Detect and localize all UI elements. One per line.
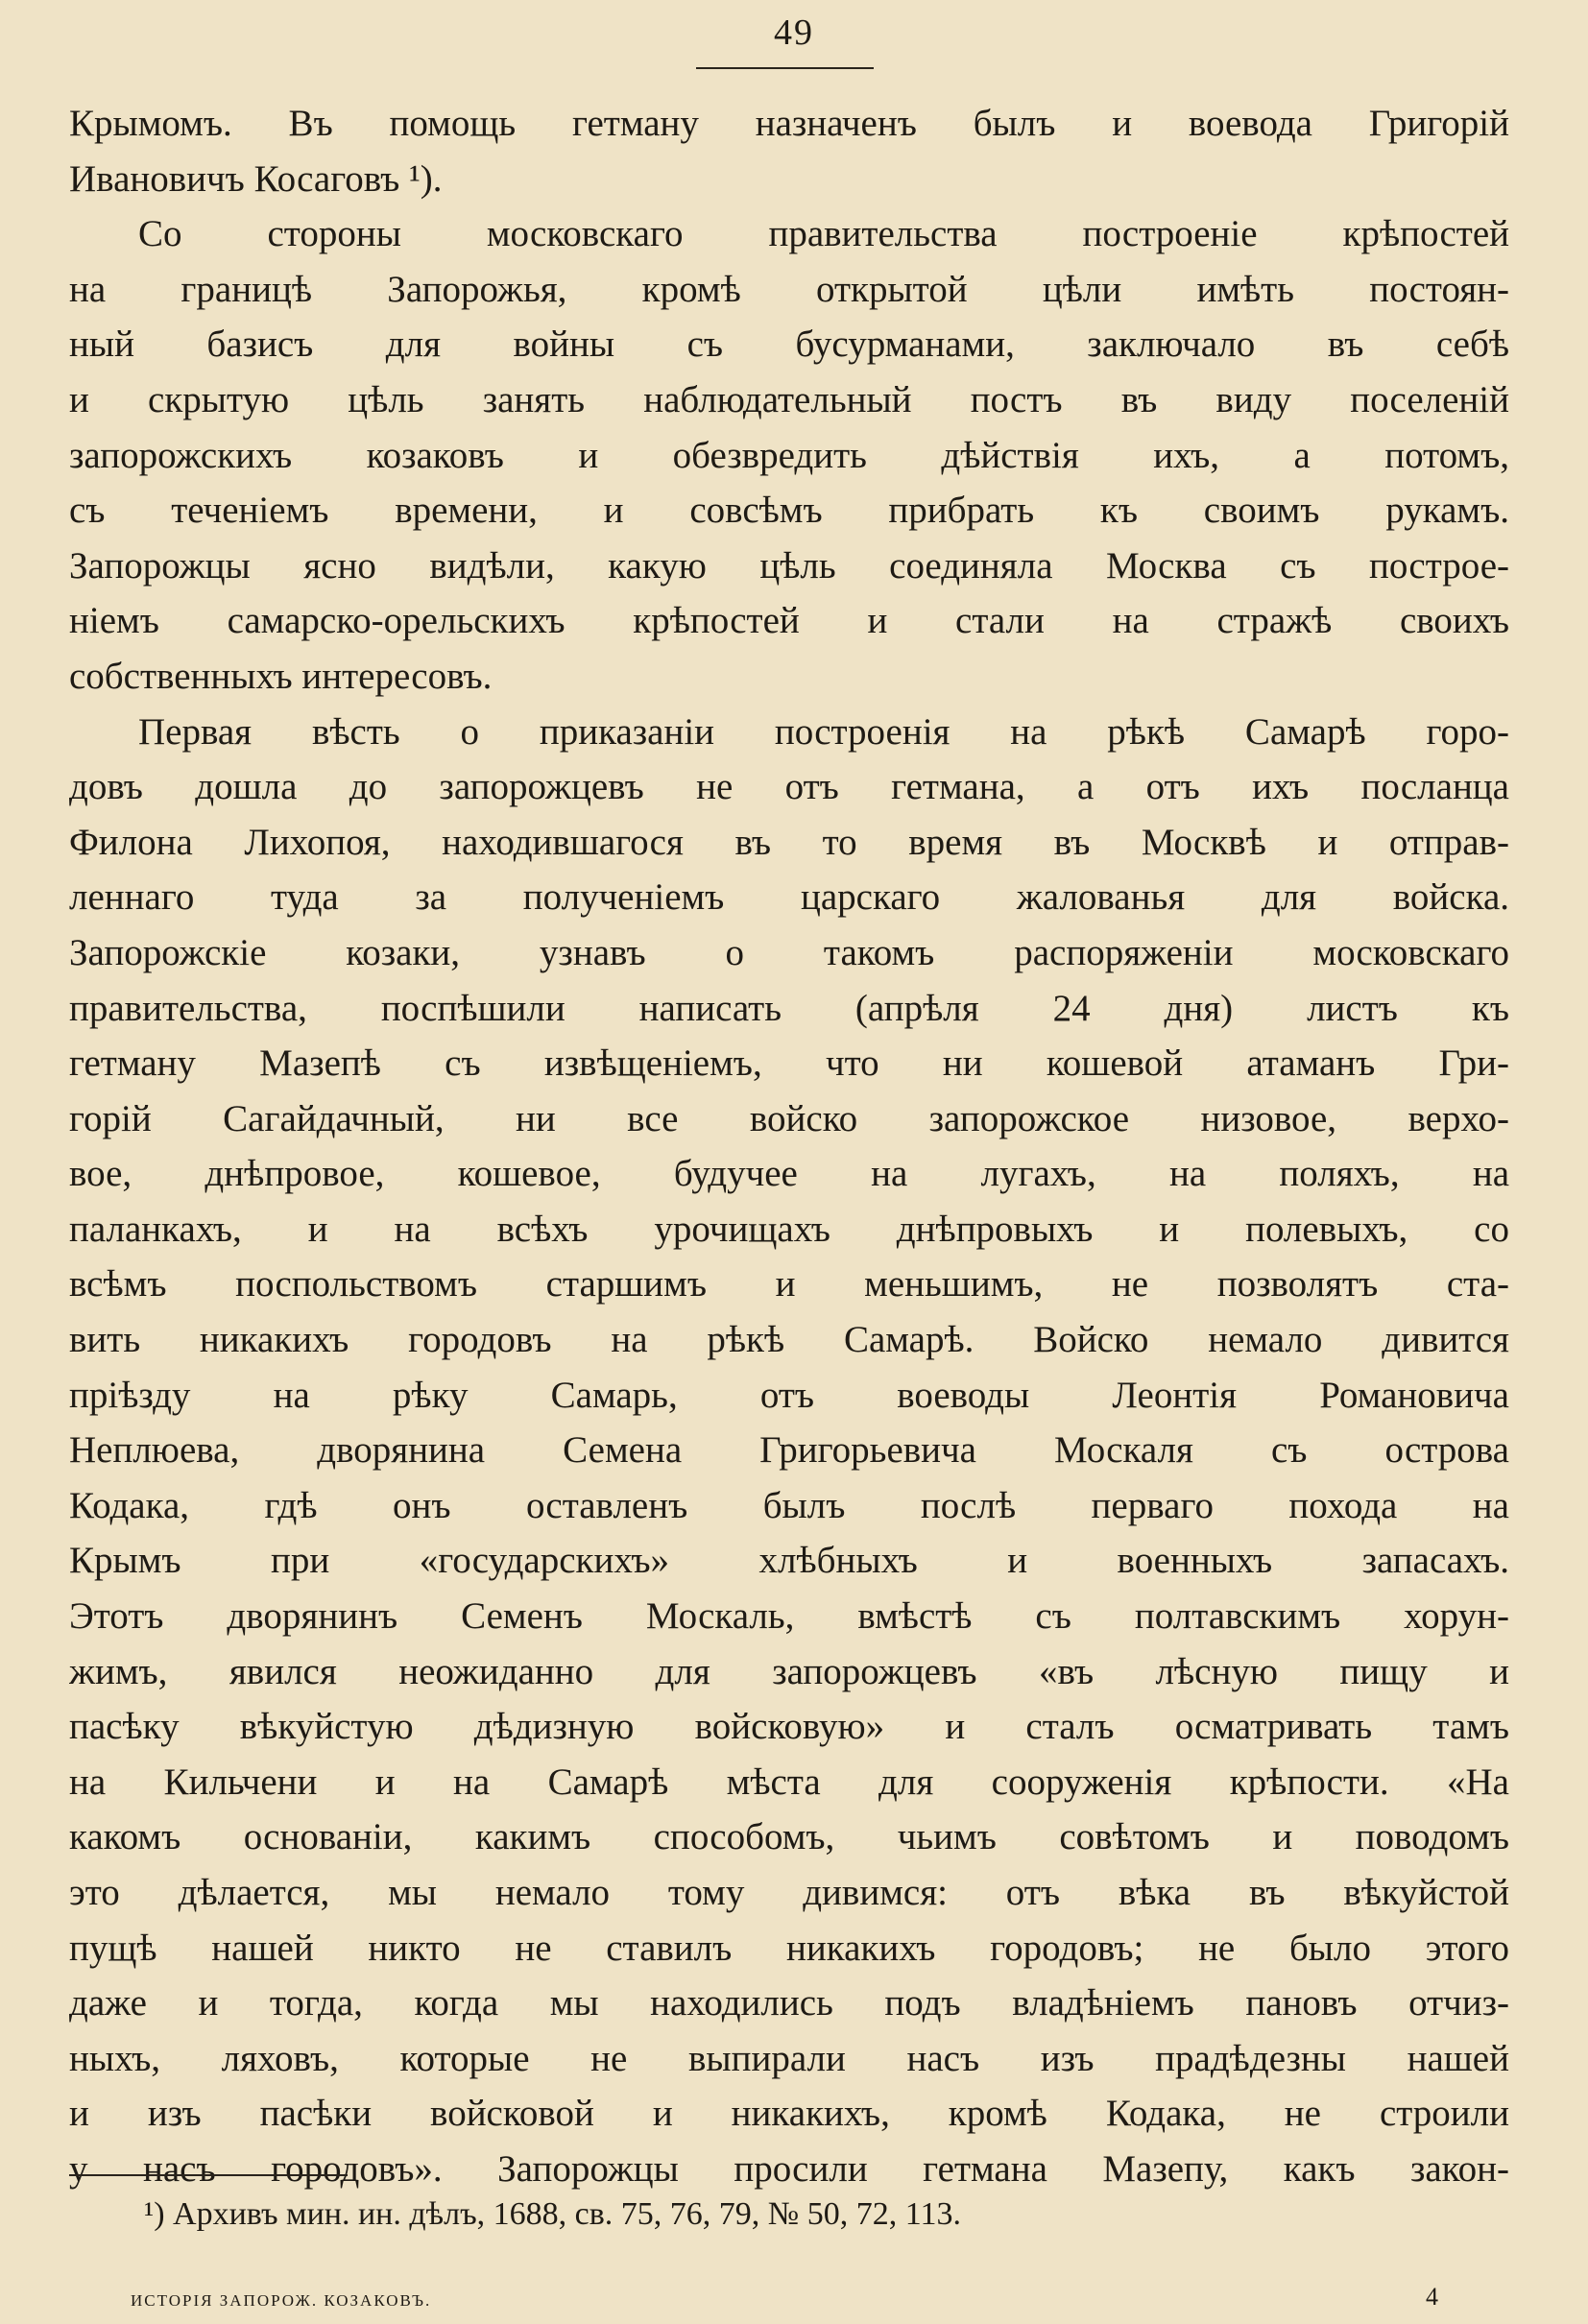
text-line: и скрытую цѣль занять наблюдательный постъ въ виду поселеній (69, 378, 1509, 420)
text-line: Со стороны московскаго правительства построеніе крѣпостей (138, 213, 1509, 255)
text-line: собственныхъ интересовъ. (69, 655, 493, 697)
text-line: Запорожцы ясно видѣли, какую цѣль соединяла Москва съ построе- (69, 544, 1509, 587)
text-line: Этотъ дворянинъ Семенъ Москаль, вмѣстѣ съ полтавскимъ хорун- (69, 1595, 1509, 1638)
text-line: леннаго туда за полученіемъ царскаго жалованья для войска. (69, 876, 1509, 919)
text-line: правительства, поспѣшили написать (апрѣля 24 дня) листъ къ (69, 987, 1509, 1029)
text-line: гетману Мазепѣ съ извѣщеніемъ, что ни кошевой атаманъ Гри- (69, 1042, 1509, 1085)
printer-signature: ИСТОРІЯ ЗАПОРОЖ. КОЗАКОВЪ. (131, 2291, 432, 2310)
text-line: вить никакихъ городовъ на рѣкѣ Самарѣ. Войско немало дивится (69, 1319, 1509, 1361)
text-line: пущѣ нашей никто не ставилъ никакихъ городовъ; не было этого (69, 1927, 1509, 1969)
text-line: какомъ основаніи, какимъ способомъ, чьимъ совѣтомъ и поводомъ (69, 1816, 1509, 1858)
text-line: ніемъ самарско-орельскихъ крѣпостей и стали на стражѣ своихъ (69, 600, 1509, 642)
text-line: запорожскихъ козаковъ и обезвредить дѣйствія ихъ, а потомъ, (69, 434, 1509, 476)
footnote: ¹) Архивъ мин. ин. дѣлъ, 1688, св. 75, 76, 79, № 50, 72, 113. (144, 2196, 961, 2232)
footnote-rule (69, 2174, 348, 2176)
body-text (69, 96, 1509, 2197)
header-rule (696, 67, 874, 69)
text-line: и изъ пасѣки войсковой и никакихъ, кромѣ Кодака, не строили (69, 2093, 1509, 2135)
text-line: горій Сагайдачный, ни все войско запорожское низовое, верхо- (69, 1097, 1509, 1139)
text-line: жимъ, явился неожиданно для запорожцевъ «въ лѣсную пищу и (69, 1650, 1509, 1692)
text-line: паланкахъ, и на всѣхъ урочищахъ днѣпровыхъ и полевыхъ, со (69, 1208, 1509, 1250)
text-line: это дѣлается, мы немало тому дивимся: отъ вѣка въ вѣкуйстой (69, 1872, 1509, 1913)
text-line: на границѣ Запорожья, кромѣ открытой цѣли имѣть постоян- (69, 268, 1509, 310)
text-line: ныхъ, ляховъ, которые не выпирали насъ изъ прадѣдезны нашей (69, 2037, 1509, 2079)
text-line: Первая вѣсть о приказаніи построенія на рѣкѣ Самарѣ горо- (138, 710, 1509, 753)
text-line: Ивановичъ Косаговъ ¹). (69, 157, 443, 200)
text-line: Филона Лихопоя, находившагося въ то время въ Москвѣ и отправ- (69, 821, 1509, 863)
text-line: Неплюева, дворянина Семена Григорьевича Москаля съ острова (69, 1429, 1509, 1472)
text-line: у насъ городовъ». Запорожцы просили гетмана Мазепу, какъ закон- (69, 2147, 1509, 2190)
text-line: на Кильчени и на Самарѣ мѣста для сооруженія крѣпости. «На (69, 1761, 1509, 1803)
text-line: всѣмъ поспольствомъ старшимъ и меньшимъ, не позволятъ ста- (69, 1263, 1509, 1306)
text-line: пріѣзду на рѣку Самарь, отъ воеводы Леонтія Романовича (69, 1374, 1509, 1416)
text-line: Крымъ при «государскихъ» хлѣбныхъ и военныхъ запасахъ. (69, 1540, 1509, 1582)
text-line: пасѣку вѣкуйстую дѣдизную войсковую» и сталъ осматривать тамъ (69, 1706, 1509, 1748)
text-line: Запорожскіе козаки, узнавъ о такомъ распоряженіи московскаго (69, 931, 1509, 973)
sheet-number: 4 (1426, 2283, 1438, 2311)
page-number: 49 (774, 12, 814, 53)
text-line: ный базисъ для войны съ бусурманами, заключало въ себѣ (69, 323, 1509, 366)
text-line: съ теченіемъ времени, и совсѣмъ прибрать къ своимъ рукамъ. (69, 490, 1509, 532)
text-line: даже и тогда, когда мы находились подъ владѣніемъ пановъ отчиз- (69, 1982, 1509, 2025)
text-line: вое, днѣпровое, кошевое, будучее на лугахъ, на поляхъ, на (69, 1153, 1509, 1195)
text-line: довъ дошла до запорожцевъ не отъ гетмана, а отъ ихъ посланца (69, 766, 1509, 808)
text-line: Крымомъ. Въ помощь гетману назначенъ былъ и воевода Григорій (69, 103, 1509, 144)
text-line: Кодака, гдѣ онъ оставленъ былъ послѣ перваго похода на (69, 1484, 1509, 1526)
